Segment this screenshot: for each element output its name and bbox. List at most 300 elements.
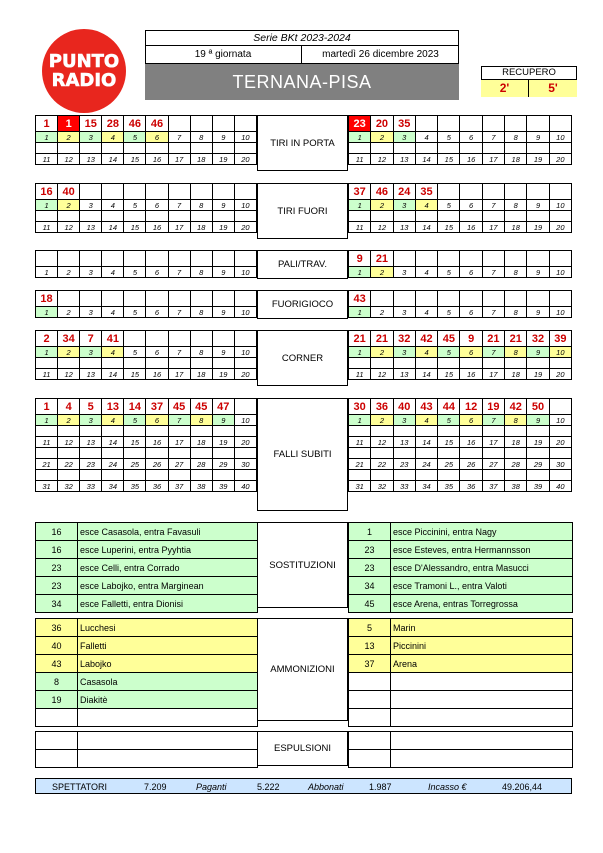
slot-index: 31 [36, 481, 58, 492]
falli-home-grid [35, 398, 257, 492]
slot-index: 15 [438, 437, 460, 448]
slot-index: 19 [527, 369, 549, 380]
slot-index: 6 [460, 267, 482, 278]
minute-value [438, 251, 460, 267]
slot-index: 13 [393, 437, 415, 448]
minute-value: 46 [371, 184, 393, 200]
minute-value: 37 [349, 184, 371, 200]
slot-index: 18 [190, 222, 212, 233]
empty-cell [190, 143, 212, 154]
list-item [36, 619, 258, 637]
player-name [391, 673, 573, 691]
minute-value: 43 [349, 291, 371, 307]
event-minute [349, 709, 391, 727]
slot-index: 6 [460, 347, 482, 358]
minute-value: 35 [415, 184, 437, 200]
empty-cell [80, 470, 102, 481]
list-item [36, 577, 258, 595]
tiri-in-porta-label: TIRI IN PORTA [257, 115, 348, 171]
event-minute: 16 [36, 523, 78, 541]
minute-value [146, 184, 168, 200]
slot-index: 2 [371, 415, 393, 426]
empty-cell [58, 448, 80, 459]
slot-index: 8 [190, 347, 212, 358]
slot-index: 4 [102, 347, 124, 358]
slot-index: 6 [146, 347, 168, 358]
minute-value: 28 [102, 116, 124, 132]
slot-index: 10 [549, 307, 571, 318]
empty-cell [168, 448, 190, 459]
slot-index: 37 [168, 481, 190, 492]
slot-index: 6 [146, 200, 168, 211]
abbonati-value: 1.987 [369, 782, 392, 792]
empty-cell [58, 426, 80, 437]
slot-index: 24 [102, 459, 124, 470]
empty-cell [58, 211, 80, 222]
minute-value [482, 291, 504, 307]
slot-index: 3 [80, 415, 102, 426]
slot-index: 17 [168, 154, 190, 165]
minute-value: 2 [36, 331, 58, 347]
slot-index: 9 [212, 132, 234, 143]
minute-value: 35 [393, 116, 415, 132]
event-minute: 5 [349, 619, 391, 637]
slot-index: 12 [58, 437, 80, 448]
slot-index: 3 [80, 132, 102, 143]
empty-cell [527, 358, 549, 369]
empty-cell [549, 448, 571, 459]
empty-cell [415, 143, 437, 154]
minute-value: 4 [58, 399, 80, 415]
slot-index: 8 [190, 200, 212, 211]
event-description: esce Tramoni L., entra Valoti [391, 577, 573, 595]
slot-index: 10 [234, 415, 256, 426]
list-item [36, 709, 258, 727]
empty-cell [482, 358, 504, 369]
empty-cell [549, 358, 571, 369]
empty-cell [349, 211, 371, 222]
slot-index: 16 [460, 222, 482, 233]
slot-index: 36 [146, 481, 168, 492]
event-minute: 43 [36, 655, 78, 673]
minute-value: 18 [36, 291, 58, 307]
slot-index: 17 [482, 369, 504, 380]
spettatori-label: SPETTATORI [52, 782, 108, 792]
list-item [349, 691, 573, 709]
empty-cell [102, 358, 124, 369]
slot-index: 22 [371, 459, 393, 470]
minute-value [460, 184, 482, 200]
slot-index: 7 [168, 200, 190, 211]
slot-index: 1 [349, 415, 371, 426]
empty-cell [371, 448, 393, 459]
slot-index: 13 [393, 222, 415, 233]
empty-cell [190, 448, 212, 459]
incasso-value: 49.206,44 [502, 782, 543, 792]
empty-cell [146, 211, 168, 222]
empty-cell [415, 426, 437, 437]
minute-value [168, 331, 190, 347]
slot-index: 5 [438, 132, 460, 143]
slot-index: 19 [527, 437, 549, 448]
slot-index: 33 [393, 481, 415, 492]
sostituzioni-label: SOSTITUZIONI [257, 522, 348, 608]
slot-index: 1 [36, 267, 58, 278]
empty-cell [349, 470, 371, 481]
slot-index: 29 [527, 459, 549, 470]
falli-label: FALLI SUBITI [257, 398, 348, 511]
empty-cell [549, 426, 571, 437]
empty-cell [371, 358, 393, 369]
minute-value [190, 251, 212, 267]
minute-value [549, 116, 571, 132]
minute-value: 14 [124, 399, 146, 415]
event-minute: 23 [36, 577, 78, 595]
recupero-second-half: 5' [529, 80, 577, 97]
empty-cell [349, 426, 371, 437]
minute-value [168, 116, 190, 132]
pali-away-grid [348, 250, 572, 278]
player-name: Marin [391, 619, 573, 637]
list-item [36, 541, 258, 559]
event-minute [349, 673, 391, 691]
slot-index: 8 [505, 132, 527, 143]
slot-index: 17 [168, 369, 190, 380]
empty-cell [80, 211, 102, 222]
slot-index: 6 [460, 307, 482, 318]
slot-index: 9 [527, 200, 549, 211]
slot-index: 7 [482, 267, 504, 278]
empty-cell [124, 426, 146, 437]
minute-value [102, 291, 124, 307]
spettatori-value: 7.209 [144, 782, 167, 792]
slot-index: 3 [393, 307, 415, 318]
slot-index: 20 [549, 154, 571, 165]
minute-value [438, 291, 460, 307]
minute-value [124, 251, 146, 267]
empty-cell [124, 470, 146, 481]
list-item [349, 637, 573, 655]
fuorigioco-home-grid [35, 290, 257, 318]
empty-cell [527, 470, 549, 481]
empty-cell [190, 211, 212, 222]
slot-index: 3 [393, 200, 415, 211]
slot-index: 8 [190, 415, 212, 426]
minute-value [102, 184, 124, 200]
event-minute: 23 [36, 559, 78, 577]
slot-index: 2 [58, 267, 80, 278]
slot-index: 12 [371, 154, 393, 165]
slot-index: 26 [146, 459, 168, 470]
minute-value: 40 [393, 399, 415, 415]
empty-cell [58, 358, 80, 369]
empty-cell [549, 143, 571, 154]
slot-index: 14 [102, 369, 124, 380]
player-name: Labojko [78, 655, 258, 673]
slot-index: 11 [349, 154, 371, 165]
minute-value: 45 [190, 399, 212, 415]
paganti-value: 5.222 [257, 782, 280, 792]
corner-home-grid [35, 330, 257, 380]
minute-value [438, 184, 460, 200]
empty-cell [212, 470, 234, 481]
empty-cell [415, 448, 437, 459]
event-description: esce Celli, entra Corrado [78, 559, 258, 577]
minute-value [482, 251, 504, 267]
slot-index: 33 [80, 481, 102, 492]
event-minute: 37 [349, 655, 391, 673]
slot-index: 1 [36, 200, 58, 211]
slot-index: 5 [438, 307, 460, 318]
empty-cell [168, 211, 190, 222]
event-minute: 8 [36, 673, 78, 691]
empty-cell [371, 143, 393, 154]
empty-cell [549, 470, 571, 481]
minute-value [124, 184, 146, 200]
empty-cell [190, 426, 212, 437]
slot-index: 17 [482, 222, 504, 233]
empty-cell [415, 358, 437, 369]
slot-index: 1 [349, 307, 371, 318]
minute-value: 23 [349, 116, 371, 132]
slot-index: 17 [168, 222, 190, 233]
ammonizioni-away [348, 618, 573, 727]
slot-index: 4 [415, 132, 437, 143]
minute-value [234, 331, 256, 347]
event-description: esce Piccinini, entra Nagy [391, 523, 573, 541]
empty-cell [460, 426, 482, 437]
minute-value [234, 291, 256, 307]
slot-index: 7 [482, 347, 504, 358]
slot-index: 18 [190, 437, 212, 448]
minute-value [234, 184, 256, 200]
minute-value: 21 [371, 331, 393, 347]
event-description: esce D'Alessandro, entra Masucci [391, 559, 573, 577]
slot-index: 25 [438, 459, 460, 470]
slot-index: 9 [527, 415, 549, 426]
minute-value [212, 291, 234, 307]
slot-index: 2 [371, 200, 393, 211]
minute-value [505, 251, 527, 267]
event-minute: 34 [349, 577, 391, 595]
serie-label: Serie BKt 2023-2024 [145, 30, 459, 46]
slot-index: 4 [415, 347, 437, 358]
slot-index: 28 [505, 459, 527, 470]
slot-index: 6 [460, 132, 482, 143]
slot-index: 8 [505, 415, 527, 426]
empty-cell [124, 211, 146, 222]
minute-value [549, 291, 571, 307]
slot-index: 17 [482, 154, 504, 165]
minute-value [393, 291, 415, 307]
slot-index: 12 [58, 154, 80, 165]
slot-index: 18 [505, 437, 527, 448]
slot-index: 14 [415, 437, 437, 448]
minute-value [482, 116, 504, 132]
empty-cell [146, 358, 168, 369]
pali-home-grid [35, 250, 257, 278]
slot-index: 15 [438, 222, 460, 233]
player-name [78, 709, 258, 727]
slot-index: 21 [349, 459, 371, 470]
empty-cell [124, 358, 146, 369]
empty-cell [190, 470, 212, 481]
empty-cell [460, 448, 482, 459]
minute-value: 32 [393, 331, 415, 347]
minute-value [234, 399, 256, 415]
slot-index: 8 [190, 307, 212, 318]
slot-index: 9 [212, 267, 234, 278]
minute-value: 30 [349, 399, 371, 415]
slot-index: 1 [36, 132, 58, 143]
minute-value: 40 [58, 184, 80, 200]
minute-value: 37 [146, 399, 168, 415]
empty-cell [505, 470, 527, 481]
slot-index: 30 [234, 459, 256, 470]
slot-index: 37 [482, 481, 504, 492]
slot-index: 16 [460, 437, 482, 448]
list-item [36, 595, 258, 613]
slot-index: 4 [415, 307, 437, 318]
slot-index: 14 [102, 222, 124, 233]
empty-cell [460, 211, 482, 222]
slot-index: 9 [212, 200, 234, 211]
slot-index: 11 [36, 369, 58, 380]
slot-index: 1 [349, 347, 371, 358]
player-name: Lucchesi [78, 619, 258, 637]
slot-index: 15 [124, 437, 146, 448]
empty-cell [438, 448, 460, 459]
minute-value [234, 251, 256, 267]
slot-index: 4 [102, 132, 124, 143]
minute-value: 21 [371, 251, 393, 267]
empty-cell [527, 448, 549, 459]
minute-value [438, 116, 460, 132]
slot-index: 34 [415, 481, 437, 492]
minute-value [212, 251, 234, 267]
minute-value [527, 291, 549, 307]
slot-index: 9 [527, 132, 549, 143]
slot-index: 16 [146, 369, 168, 380]
slot-index: 1 [349, 132, 371, 143]
fuorigioco-away-grid [348, 290, 572, 318]
player-name: Diakitè [78, 691, 258, 709]
slot-index: 31 [349, 481, 371, 492]
minute-value [415, 291, 437, 307]
slot-index: 10 [549, 415, 571, 426]
slot-index: 10 [234, 267, 256, 278]
slot-index: 1 [349, 200, 371, 211]
match-title: TERNANA-PISA [145, 63, 459, 100]
slot-index: 39 [527, 481, 549, 492]
empty-cell [482, 448, 504, 459]
slot-index: 12 [371, 369, 393, 380]
empty-cell [234, 426, 256, 437]
minute-value: 1 [36, 399, 58, 415]
espulsioni-label: ESPULSIONI [257, 731, 348, 766]
minute-value [549, 251, 571, 267]
tiri-fuori-label: TIRI FUORI [257, 183, 348, 239]
minute-value: 45 [438, 331, 460, 347]
slot-index: 23 [80, 459, 102, 470]
empty-cell [36, 448, 58, 459]
empty-cell [146, 426, 168, 437]
tiri-in-porta-home-grid [35, 115, 257, 165]
slot-index: 8 [505, 200, 527, 211]
slot-index: 14 [102, 437, 124, 448]
slot-index: 17 [482, 437, 504, 448]
corner-label: CORNER [257, 330, 348, 386]
slot-index: 6 [146, 132, 168, 143]
slot-index: 12 [58, 369, 80, 380]
slot-index: 10 [549, 347, 571, 358]
minute-value [549, 184, 571, 200]
empty-cell [212, 143, 234, 154]
slot-index: 34 [102, 481, 124, 492]
slot-index: 28 [190, 459, 212, 470]
recupero-title: RECUPERO [481, 66, 577, 80]
slot-index: 8 [190, 267, 212, 278]
minute-value [190, 331, 212, 347]
slot-index: 12 [58, 222, 80, 233]
match-date: martedì 26 dicembre 2023 [322, 49, 439, 60]
minute-value: 19 [482, 399, 504, 415]
minute-value: 41 [102, 331, 124, 347]
slot-index: 20 [234, 222, 256, 233]
minute-value [460, 291, 482, 307]
minute-value: 9 [349, 251, 371, 267]
slot-index: 7 [482, 307, 504, 318]
slot-index: 4 [102, 307, 124, 318]
empty-cell [36, 358, 58, 369]
empty-cell [212, 211, 234, 222]
slot-index: 35 [438, 481, 460, 492]
empty-cell [212, 358, 234, 369]
empty-cell [438, 143, 460, 154]
empty-cell [80, 143, 102, 154]
list-item [36, 523, 258, 541]
empty-cell [393, 143, 415, 154]
event-minute [36, 709, 78, 727]
minute-value [190, 116, 212, 132]
slot-index: 11 [36, 222, 58, 233]
minute-value [124, 291, 146, 307]
minute-value [527, 251, 549, 267]
slot-index: 16 [146, 222, 168, 233]
minute-value [36, 251, 58, 267]
recupero-first-half: 2' [481, 80, 529, 97]
slot-index: 15 [124, 222, 146, 233]
empty-cell [482, 426, 504, 437]
empty-cell [80, 448, 102, 459]
event-minute: 16 [36, 541, 78, 559]
empty-cell [234, 470, 256, 481]
incasso-label: Incasso € [428, 782, 467, 792]
slot-index: 18 [505, 369, 527, 380]
empty-cell [212, 448, 234, 459]
empty-cell [349, 448, 371, 459]
empty-cell [234, 211, 256, 222]
empty-cell [80, 358, 102, 369]
event-minute: 40 [36, 637, 78, 655]
minute-value: 44 [438, 399, 460, 415]
slot-index: 16 [146, 154, 168, 165]
slot-index: 2 [371, 347, 393, 358]
minute-value: 32 [527, 331, 549, 347]
minute-value [58, 291, 80, 307]
empty-cell [102, 143, 124, 154]
minute-value [527, 184, 549, 200]
